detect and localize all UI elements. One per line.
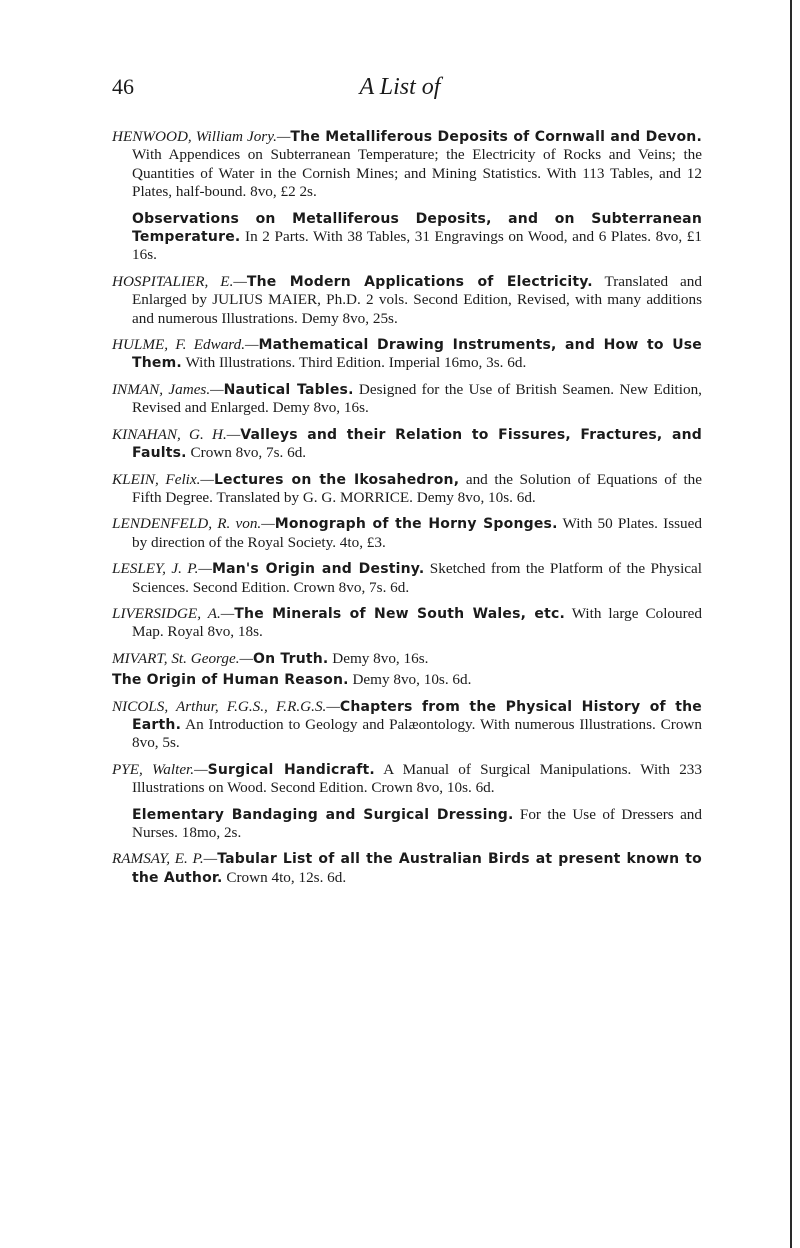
- entry-description: Demy 8vo, 16s.: [328, 649, 429, 667]
- catalogue-entry: [112, 650, 702, 668]
- page-number: 46: [112, 74, 134, 99]
- entry-author: LESLEY, J. P.—: [112, 560, 212, 578]
- entry-title: Tabular List of all the Australian Birds at present known to the Author.: [132, 851, 702, 886]
- entry-author: MIVART, St. George.—: [112, 649, 254, 667]
- entry-title: Mathematical Drawing Instruments, and How to Use Them.: [132, 337, 702, 372]
- catalogue-entry: [112, 210, 702, 265]
- entry-description: Designed for the Use of British Seamen. New Edition, Revised and Enlarged. Demy 8vo, 16s.: [132, 380, 702, 417]
- entry-title: Surgical Handicraft.: [207, 761, 375, 778]
- catalogue-entry: [112, 336, 702, 373]
- entry-author: PYE, Walter.—: [112, 760, 208, 778]
- entry-author: LENDENFELD, R. von.—: [112, 515, 275, 533]
- entry-description: With 50 Plates. Issued by direction of the Royal Society. 4to, £3.: [132, 515, 702, 551]
- entry-title: Monograph of the Horny Sponges.: [274, 516, 558, 533]
- entry-author: LIVERSIDGE, A.—: [112, 604, 235, 622]
- entry-description: Crown 4to, 12s. 6d.: [222, 868, 347, 886]
- catalogue-entry: [112, 605, 702, 642]
- entry-description: With Appendices on Subterranean Temperature; the Electricity of Rocks and Veins; the Quantities of Water in the Cornish Mines; and Mining Statistics. With 113 Tables, and 12 Plates, half-bound. 8vo, £2 2s.: [132, 146, 702, 201]
- page-header: [0, 74, 800, 114]
- entry-description: With large Coloured Map. Royal 8vo, 18s.: [132, 604, 703, 641]
- entry-title: The Origin of Human Reason.: [112, 672, 349, 689]
- entry-description: For the Use of Dressers and Nurses. 18mo, 2s.: [132, 805, 702, 841]
- catalogue-entry: [112, 381, 702, 418]
- catalogue-entry: [112, 761, 702, 798]
- catalogue-entry: [112, 560, 702, 597]
- entry-author: HOSPITALIER, E.—: [112, 272, 247, 290]
- entry-author: RAMSAY, E. P.—: [112, 850, 218, 868]
- entry-author: INMAN, James.—: [112, 380, 224, 398]
- catalogue-entry: [112, 806, 702, 843]
- entry-title: The Metalliferous Deposits of Cornwall and Devon.: [290, 129, 702, 145]
- entry-title: Observations on Metalliferous Deposits, and on Subterranean Temperature.: [132, 210, 702, 246]
- entry-title: The Modern Applications of Electricity.: [246, 273, 593, 290]
- entry-title: Valleys and their Relation to Fissures, Fractures, and Faults.: [132, 426, 702, 462]
- entry-description: A Manual of Surgical Manipulations. With 233 Illustrations on Wood. Second Edition. Crown 8vo, 10s. 6d.: [132, 760, 702, 797]
- entry-description: Demy 8vo, 10s. 6d.: [348, 671, 472, 689]
- catalogue-entry: [112, 471, 702, 508]
- entry-author: HULME, F. Edward.—: [112, 336, 259, 354]
- catalogue-entry: [112, 515, 702, 552]
- entry-title: The Minerals of New South Wales, etc.: [234, 605, 565, 622]
- catalogue-entries: [112, 128, 702, 895]
- catalogue-entry: [112, 850, 702, 887]
- entry-title: Lectures on the Ikosahedron,: [213, 471, 460, 488]
- entry-title: Elementary Bandaging and Surgical Dressing.: [132, 806, 514, 823]
- entry-title: Chapters from the Physical History of the Earth.: [132, 698, 702, 733]
- entry-description: In 2 Parts. With 38 Tables, 31 Engravings on Wood, and 6 Plates. 8vo, £1 16s.: [132, 228, 702, 264]
- catalogue-entry: [112, 698, 702, 753]
- entry-author: KLEIN, Felix.—: [112, 470, 214, 488]
- entry-description: With Illustrations. Third Edition. Imperial 16mo, 3s. 6d.: [181, 354, 527, 372]
- entry-author: KINAHAN, G. H.—: [112, 425, 241, 443]
- entry-description: An Introduction to Geology and Palæontology. With numerous Illustrations. Crown 8vo, 5s.: [132, 715, 702, 752]
- entry-description: Translated and Enlarged by JULIUS MAIER, Ph.D. 2 vols. Second Edition, Revised, with many additions and numerous Illustrations. Demy 8vo, 25s.: [132, 272, 702, 327]
- entry-description: Sketched from the Platform of the Physical Sciences. Second Edition. Crown 8vo, 7s. 6d.: [132, 560, 703, 596]
- entry-author: NICOLS, Arthur, F.G.S., F.R.G.S.—: [112, 697, 340, 715]
- running-title: A List of: [359, 74, 441, 100]
- catalogue-entry: [112, 128, 702, 202]
- entry-description: Crown 8vo, 7s. 6d.: [186, 444, 307, 462]
- entry-description: and the Solution of Equations of the Fifth Degree. Translated by G. G. MORRICE. Demy 8vo, 10s. 6d.: [132, 470, 702, 506]
- catalogue-entry: [112, 671, 702, 689]
- entry-author: HENWOOD, William Jory.—: [112, 128, 291, 145]
- entry-title: Nautical Tables.: [223, 381, 354, 398]
- entry-title: On Truth.: [253, 650, 329, 667]
- catalogue-entry: [112, 273, 702, 328]
- entry-title: Man's Origin and Destiny.: [211, 561, 425, 578]
- page-edge-line: [790, 0, 792, 1248]
- catalogue-entry: [112, 426, 702, 463]
